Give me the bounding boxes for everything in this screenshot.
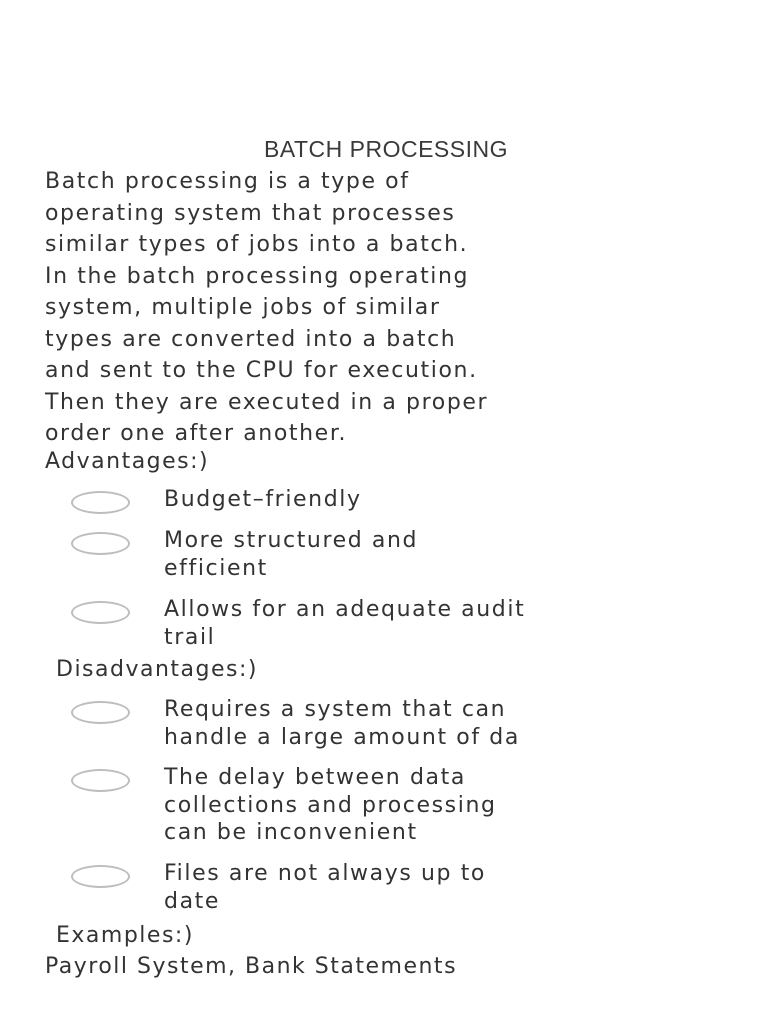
- intro-line: and sent to the CPU for execution.: [45, 358, 478, 383]
- intro-line: system, multiple jobs of similar: [45, 295, 441, 320]
- circle-bullet-icon: [71, 769, 130, 792]
- advantages-heading: Advantages:): [45, 449, 210, 474]
- list-item-line: collections and processing: [164, 792, 497, 818]
- list-item-line: Allows for an adequate audit: [164, 597, 526, 622]
- circle-bullet-icon: [71, 532, 130, 555]
- intro-line: operating system that processes: [45, 200, 456, 226]
- list-item-text: [164, 696, 764, 751]
- list-item-line: trail: [164, 624, 216, 650]
- list-item-text: [164, 764, 764, 847]
- list-item-text: [164, 486, 764, 514]
- examples-heading: Examples:): [56, 923, 194, 948]
- document-title: BATCH PROCESSING: [264, 136, 508, 162]
- list-item-line: The delay between data: [164, 765, 466, 790]
- examples-text: Payroll System, Bank Statements: [45, 954, 458, 979]
- circle-bullet-icon: [71, 601, 130, 624]
- intro-paragraph: [45, 166, 745, 450]
- circle-bullet-icon: [71, 865, 130, 888]
- list-item-text: [164, 596, 764, 651]
- intro-line: In the batch processing operating: [45, 263, 470, 289]
- list-item-text: [164, 860, 764, 915]
- list-item-line: efficient: [164, 555, 268, 581]
- list-item-line: can be inconvenient: [164, 820, 418, 845]
- circle-bullet-icon: [71, 491, 130, 514]
- circle-bullet-icon: [71, 701, 130, 724]
- intro-line: types are converted into a batch: [45, 326, 457, 352]
- intro-line: Batch processing is a type of: [45, 169, 410, 194]
- intro-line: Then they are executed in a proper: [45, 389, 489, 415]
- list-item-line: handle a large amount of da: [164, 724, 520, 750]
- list-item-text: [164, 527, 764, 582]
- list-item-line: date: [164, 888, 221, 914]
- disadvantages-heading: Disadvantages:): [56, 657, 258, 682]
- list-item-line: Budget–friendly: [164, 487, 362, 512]
- intro-line: order one after another.: [45, 421, 348, 446]
- list-item-line: Requires a system that can: [164, 697, 507, 722]
- list-item-line: More structured and: [164, 528, 419, 553]
- list-item-line: Files are not always up to: [164, 861, 486, 886]
- intro-line: similar types of jobs into a batch.: [45, 232, 469, 257]
